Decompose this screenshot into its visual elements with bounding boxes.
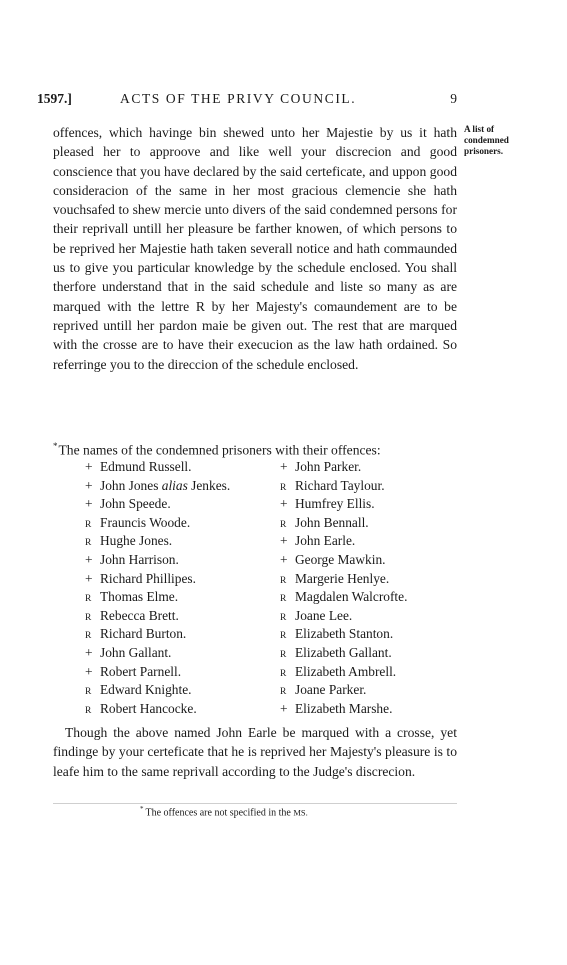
prisoner-name: John Earle. bbox=[295, 533, 356, 549]
list-item bbox=[85, 588, 178, 609]
list-item bbox=[85, 514, 190, 535]
list-item bbox=[280, 532, 355, 551]
list-item bbox=[280, 607, 352, 628]
prisoner-name: Elizabeth Gallant. bbox=[295, 644, 392, 660]
cross-mark: + bbox=[280, 551, 288, 567]
body-paragraph-text: offences, which havinge bin shewed unto her Majestie by us it hath pleased her to approove and like well your discrecion and good conscience that you have declared by the said certeficate, and uppon good consideracion of the same in her most gracious clemencie she hath vouchsafed to shew mercie unto divers of the said condemned persons for their reprivall untill her pleasure be farther knowen, of which persons to be reprived her Majestie hath taken severall notice and hath commaunded us to give you particular knowledge by the schedule enclosed. You shall therfore understand that in the said schedule and liste so many as are marqued with the lettre R by her Majesty's comaundement are to be reprived untill her pardon maie be given out. The rest that are marqued with the crosse are to have their execucion as the law hath ordained. So referringe you to the direccion of the schedule enclosed. bbox=[53, 125, 457, 372]
list-row bbox=[85, 514, 425, 533]
list-item bbox=[280, 588, 407, 609]
reprieve-mark: R bbox=[280, 594, 287, 605]
list-row bbox=[85, 458, 425, 477]
list-item bbox=[280, 681, 366, 702]
header-year: 1597.] bbox=[37, 91, 72, 106]
list-row bbox=[85, 570, 425, 589]
prisoner-name: Robert Parnell. bbox=[100, 663, 182, 679]
prisoner-name: George Mawkin. bbox=[295, 551, 386, 567]
list-item bbox=[85, 570, 196, 589]
reprieve-mark: R bbox=[85, 612, 92, 623]
prisoner-name: Richard Phillipes. bbox=[100, 570, 196, 586]
list-row bbox=[85, 477, 425, 496]
reprieve-mark: R bbox=[280, 631, 287, 642]
list-item bbox=[280, 700, 392, 719]
prisoner-name: Richard Burton. bbox=[100, 626, 187, 642]
prisoner-name: Joane Lee. bbox=[295, 607, 353, 623]
footnote bbox=[140, 805, 308, 818]
list-row bbox=[85, 588, 425, 607]
reprieve-mark: R bbox=[85, 705, 92, 716]
prisoner-name: Elizabeth Stanton. bbox=[295, 626, 394, 642]
reprieve-mark: R bbox=[280, 482, 287, 493]
reprieve-mark: R bbox=[280, 575, 287, 586]
prisoner-name: Robert Hancocke. bbox=[100, 700, 197, 716]
list-item bbox=[85, 458, 192, 477]
prisoner-name: John Harrison. bbox=[100, 551, 179, 567]
list-item bbox=[280, 625, 393, 646]
list-title bbox=[53, 437, 381, 460]
list-row bbox=[85, 607, 425, 626]
cross-mark: + bbox=[85, 663, 93, 679]
prisoner-name: John Gallant. bbox=[100, 644, 172, 660]
cross-mark: + bbox=[85, 570, 93, 586]
list-item bbox=[85, 700, 197, 721]
list-item bbox=[85, 532, 172, 553]
prisoner-name: John Speede. bbox=[100, 496, 171, 512]
prisoner-name: Rebecca Brett. bbox=[100, 607, 179, 623]
prisoner-name: Magdalen Walcrofte. bbox=[295, 589, 408, 605]
list-item bbox=[280, 495, 375, 514]
prisoner-name: John Jones alias Jenkes. bbox=[100, 477, 231, 493]
cross-mark: + bbox=[280, 496, 288, 512]
prisoner-list bbox=[85, 458, 425, 718]
reprieve-mark: R bbox=[280, 668, 287, 679]
prisoner-name: Richard Taylour. bbox=[295, 477, 385, 493]
cross-mark: + bbox=[85, 644, 93, 660]
list-row bbox=[85, 681, 425, 700]
list-item bbox=[280, 477, 385, 498]
list-item bbox=[280, 663, 396, 684]
header-title: ACTS OF THE PRIVY COUNCIL. bbox=[120, 91, 357, 106]
body-paragraph bbox=[53, 123, 457, 374]
list-row bbox=[85, 495, 425, 514]
list-row bbox=[85, 644, 425, 663]
prisoner-name: Frauncis Woode. bbox=[100, 514, 191, 530]
reprieve-mark: R bbox=[85, 594, 92, 605]
footnote-divider bbox=[53, 803, 457, 804]
list-item bbox=[85, 644, 171, 663]
prisoner-name: Humfrey Ellis. bbox=[295, 496, 375, 512]
reprieve-mark: R bbox=[280, 519, 287, 530]
list-item bbox=[280, 570, 389, 591]
prisoner-name: Elizabeth Marshe. bbox=[295, 700, 393, 716]
list-row bbox=[85, 700, 425, 719]
reprieve-mark: R bbox=[85, 519, 92, 530]
closing-paragraph: Though the above named John Earle be marqued with a crosse, yet findinge by your certeficate that he is reprived her Majesty's pleasure is to leafe him to the same reprivall according to the Judge's discrecion. bbox=[53, 725, 457, 779]
reprieve-mark: R bbox=[85, 631, 92, 642]
reprieve-mark: R bbox=[280, 687, 287, 698]
list-item bbox=[85, 681, 191, 702]
cross-mark: + bbox=[85, 459, 93, 474]
list-row bbox=[85, 625, 425, 644]
list-item bbox=[280, 514, 369, 535]
list-item bbox=[85, 551, 179, 570]
list-item bbox=[280, 458, 361, 477]
list-title-text: The names of the condemned prisoners with their offences: bbox=[58, 442, 381, 458]
reprieve-mark: R bbox=[280, 612, 287, 623]
prisoner-name: John Bennall. bbox=[295, 514, 369, 530]
cross-mark: + bbox=[85, 477, 93, 493]
cross-mark: + bbox=[280, 700, 288, 716]
prisoner-name: Margerie Henlye. bbox=[295, 570, 390, 586]
prisoner-name: Joane Parker. bbox=[295, 682, 367, 698]
prisoner-name: Thomas Elme. bbox=[100, 589, 179, 605]
footnote-reference-marker: * bbox=[53, 441, 58, 451]
page-header bbox=[37, 91, 457, 109]
footnote-ms: MS. bbox=[293, 807, 308, 818]
reprieve-mark: R bbox=[85, 538, 92, 549]
cross-mark: + bbox=[85, 496, 93, 512]
list-item bbox=[85, 477, 230, 496]
reprieve-mark: R bbox=[280, 649, 287, 660]
list-item bbox=[280, 551, 386, 570]
margin-note: A list of condemned prisoners. bbox=[464, 124, 509, 156]
prisoner-name: Edmund Russell. bbox=[100, 459, 192, 474]
page-number: 9 bbox=[450, 91, 457, 106]
list-item bbox=[85, 495, 171, 514]
prisoner-name: Elizabeth Ambrell. bbox=[295, 663, 397, 679]
footnote-text: The offences are not specified in the bbox=[145, 807, 291, 819]
reprieve-mark: R bbox=[85, 687, 92, 698]
prisoner-name: Hughe Jones. bbox=[100, 533, 173, 549]
list-row bbox=[85, 551, 425, 570]
cross-mark: + bbox=[85, 551, 93, 567]
prisoner-name: John Parker. bbox=[295, 459, 362, 474]
cross-mark: + bbox=[280, 459, 288, 474]
footnote-marker: * bbox=[140, 805, 144, 813]
list-item bbox=[280, 644, 392, 665]
list-row bbox=[85, 663, 425, 682]
list-item bbox=[85, 625, 186, 646]
prisoner-name: Edward Knighte. bbox=[100, 682, 192, 698]
list-item bbox=[85, 663, 181, 682]
cross-mark: + bbox=[280, 533, 288, 549]
list-row bbox=[85, 532, 425, 551]
list-item bbox=[85, 607, 179, 628]
